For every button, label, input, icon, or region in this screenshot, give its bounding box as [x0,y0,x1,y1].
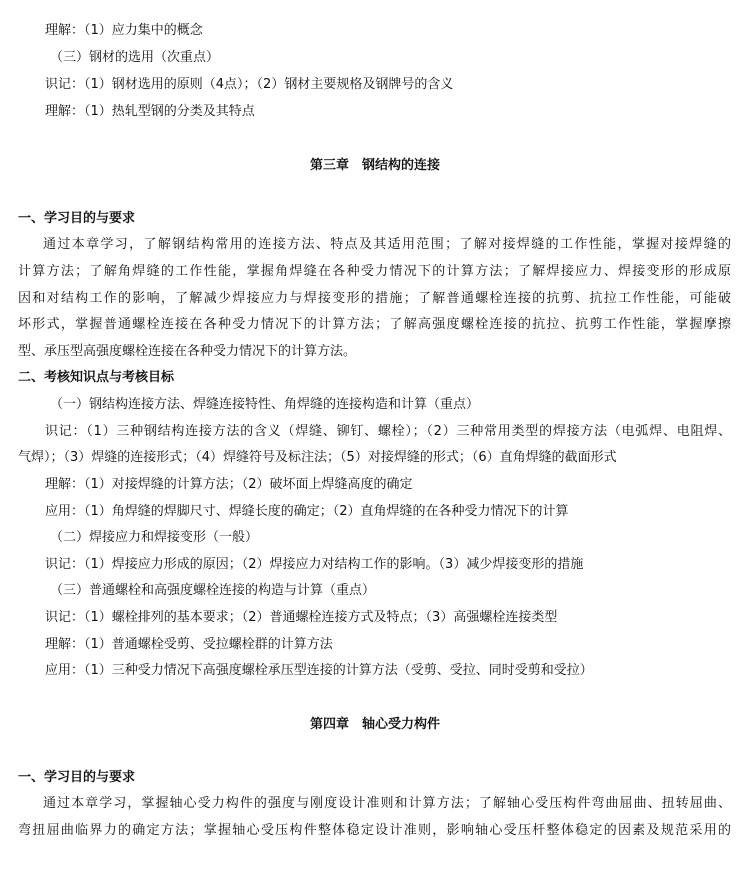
subsection-heading: （三）普通螺栓和高强度螺栓连接的构造与计算（重点） [50,583,376,598]
text-line: 识记：（1）三种钢结构连接方法的含义（焊缝、铆钉、螺栓）；（2）三种常用类型的焊接方法（电弧焊、电阻焊、 [45,424,731,439]
text-line: 理解：（1）应力集中的概念 [45,23,203,38]
chapter-title: 第三章 钢结构的连接 [309,158,440,173]
section-heading: 二、考核知识点与考核目标 [18,370,175,385]
text-line: 理解：（1）普通螺栓受剪、受拉螺栓群的计算方法 [45,637,333,652]
paragraph-line: 通过本章学习，了解钢结构常用的连接方法、特点及其适用范围；了解对接焊缝的工作性能，掌握对接焊缝的 [43,237,731,252]
section-heading: 一、学习目的与要求 [18,770,136,785]
paragraph-line: 坏形式，掌握普通螺栓连接在各种受力情况下的计算方法；了解高强度螺栓连接的抗拉、抗剪工作性能，掌握摩擦 [18,317,731,332]
paragraph-line: 通过本章学习，掌握轴心受力构件的强度与刚度设计准则和计算方法；了解轴心受压构件弯曲屈曲、扭转屈曲、 [43,796,731,811]
text-line: 理解：（1）热轧型钢的分类及其特点 [45,104,255,119]
paragraph-line: 型、承压型高强度螺栓连接在各种受力情况下的计算方法。 [18,344,357,359]
subsection-heading: （三）钢材的选用（次重点） [50,50,220,65]
text-line: 应用：（1）角焊缝的焊脚尺寸、焊缝长度的确定；（2）直角焊缝的在各种受力情况下的计算 [45,504,569,519]
text-line: 识记：（1）螺栓排列的基本要求；（2）普通螺栓连接方式及特点；（3）高强螺栓连接类型 [45,610,558,625]
text-line: 识记：（1）钢材选用的原则（4点）；（2）钢材主要规格及钢牌号的含义 [45,77,454,92]
text-line: 应用：（1）三种受力情况下高强度螺栓承压型连接的计算方法（受剪、受拉、同时受剪和受拉） [45,663,593,678]
text-line: 识记：（1）焊接应力形成的原因；（2）焊接应力对结构工作的影响。（3）减少焊接变形的措施 [45,557,584,572]
section-heading: 一、学习目的与要求 [18,211,136,226]
chapter-title: 第四章 轴心受力构件 [309,717,440,732]
subsection-heading: （一）钢结构连接方法、焊缝连接特性、角焊缝的连接构造和计算（重点） [50,397,480,412]
text-line: 气焊）；（3）焊缝的连接形式；（4）焊缝符号及标注法；（5）对接焊缝的形式；（6）直角焊缝的截面形式 [18,450,617,465]
paragraph-line: 因和对结构工作的影响，了解减少焊接应力与焊接变形的措施；了解普通螺栓连接的抗剪、抗拉工作性能，可能破 [18,291,731,306]
paragraph-line: 弯扭屈曲临界力的确定方法；掌握轴心受压构件整体稳定设计准则，影响轴心受压杆整体稳定的因素及规范采用的 [18,823,731,838]
text-line: 理解：（1）对接焊缝的计算方法；（2）破坏面上焊缝高度的确定 [45,477,413,492]
paragraph-line: 计算方法；了解角焊缝的工作性能，掌握角焊缝在各种受力情况下的计算方法；了解焊接应力、焊接变形的形成原 [18,264,731,279]
subsection-heading: （二）焊接应力和焊接变形（一般） [50,530,259,545]
